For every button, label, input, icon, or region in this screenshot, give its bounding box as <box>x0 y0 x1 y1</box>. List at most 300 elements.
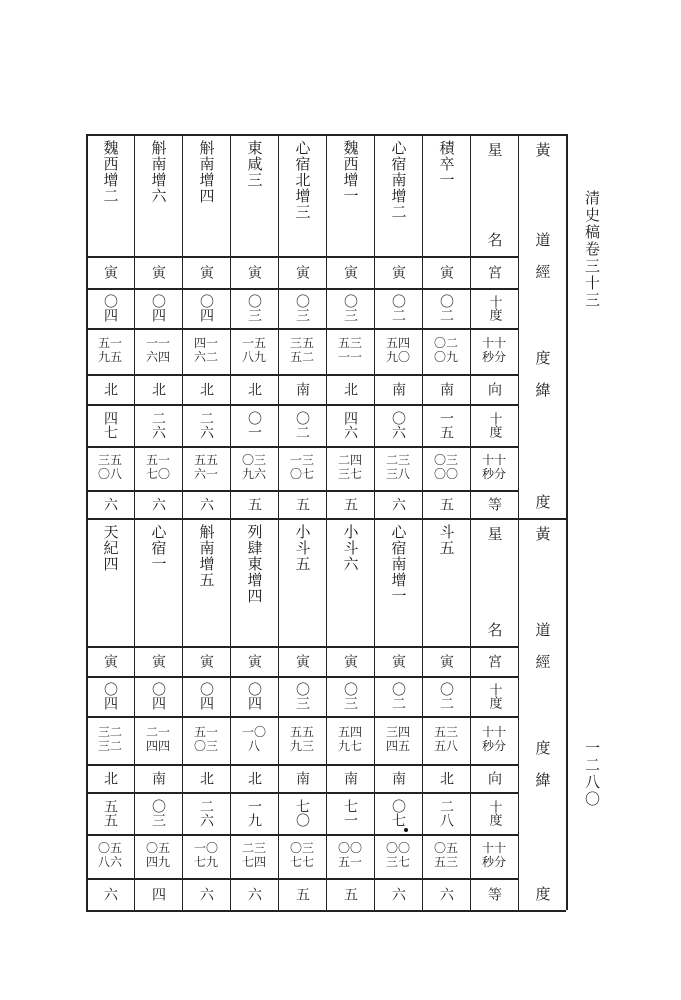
lower_table-gong-text: 寅 <box>294 654 310 668</box>
lower_table-lat-dir-text: 北 <box>102 771 118 785</box>
upper_table-hdr-wei: 緯 <box>533 382 552 398</box>
lower_table-lon-deg <box>230 676 278 716</box>
upper_table-lon-min-sec-top: 一一 <box>145 336 170 351</box>
upper_table-gong-text: 寅 <box>438 265 454 279</box>
upper_table-lat-dir-text: 南 <box>438 382 454 396</box>
lower_table-magnitude <box>230 878 278 910</box>
upper_table-lat-dir-text: 北 <box>150 382 166 396</box>
upper_table-lat-dir-text: 北 <box>342 382 358 396</box>
upper_table-hdr-min-sec <box>470 328 518 374</box>
page-number: 一二八〇 <box>583 740 601 808</box>
lower_table-hdr-dao: 道 <box>533 622 552 638</box>
lower_table-magnitude <box>278 878 326 910</box>
upper_table-lat-deg <box>422 404 470 446</box>
upper_table-lat-min-sec-bottom: 七〇 <box>145 467 170 481</box>
upper_table-magnitude-text: 五 <box>246 497 262 511</box>
upper_table-magnitude-text: 六 <box>198 497 214 511</box>
lower_table-lon-deg-text: 〇四 <box>198 682 214 710</box>
lower_table-star-name-text: 列肆東增四 <box>245 524 264 604</box>
upper_table-lat-min-sec <box>374 446 422 490</box>
lower_table-star-name <box>326 518 374 646</box>
lower_table-lon-min-sec <box>182 716 230 764</box>
upper_table-lat-dir <box>374 374 422 404</box>
upper_table-lat-min-sec <box>86 446 134 490</box>
upper_table-hdr-lat-deg <box>470 404 518 446</box>
lower_table-lat-min-sec-bottom: 七四 <box>241 855 266 869</box>
lower_table-lat-min-sec-top: 二三 <box>241 841 266 856</box>
lower_table-gong-text: 寅 <box>438 654 454 668</box>
upper_table-gong <box>374 256 422 288</box>
upper_table-lat-min-sec-top: 五五 <box>193 453 218 468</box>
upper_table-hdr-deg-text: 十度 <box>486 295 502 321</box>
upper_table-lat-min-sec-top: 五一 <box>145 453 170 468</box>
upper_table-lat-min-sec-bottom: 〇七 <box>289 467 314 481</box>
lower_table-lat-min-sec-top: 〇〇 <box>337 841 362 856</box>
upper_table-hdr-ming: 名 <box>485 232 504 248</box>
upper_table-lon-deg <box>374 288 422 328</box>
upper_table-lon-min-sec-top: 五四 <box>385 336 410 351</box>
upper_table-hdr-xing: 星 <box>485 142 504 158</box>
upper_table-hdr-lat-min-sec <box>470 446 518 490</box>
lower_table-lat-deg-text: 五五 <box>102 799 118 827</box>
table-right-rule <box>566 134 568 910</box>
lower_table-lon-deg-text: 〇三 <box>342 682 358 710</box>
lower_table-lon-min-sec-bottom: 四五 <box>385 739 410 753</box>
lower_table-gong-text: 寅 <box>390 654 406 668</box>
upper_table-lat-deg-text: 〇一 <box>246 411 262 439</box>
lower_table-hdr-min-sec <box>470 716 518 764</box>
lower_table-lon-deg <box>374 676 422 716</box>
upper_table-lat-min-sec <box>182 446 230 490</box>
lower_table-lat-deg-text: 二六 <box>198 799 214 827</box>
lower_table-hdr-xing: 星 <box>485 526 504 542</box>
upper_table-star-name-text: 東咸三 <box>245 140 264 188</box>
lower_table-lat-dir-text: 南 <box>342 771 358 785</box>
lower_table-lat-deg-text: 〇三 <box>150 799 166 827</box>
upper_table-lon-min-sec <box>230 328 278 374</box>
lower_table-hdr-wei-du: 度 <box>533 886 552 902</box>
upper_table-gong <box>278 256 326 288</box>
lower_table-gong <box>134 646 182 676</box>
lower_table-lat-min-sec-bottom: 七九 <box>193 855 218 869</box>
lower_table-lon-min-sec-bottom: 〇三 <box>193 739 218 753</box>
lower_table-lat-min-sec-top: 〇三 <box>289 841 314 856</box>
lower_table-hdr-ming: 名 <box>485 622 504 638</box>
upper_table-lat-dir <box>230 374 278 404</box>
lower_table-lat-min-sec-top: 〇〇 <box>385 841 410 856</box>
upper_table-lat-deg-text: 〇二 <box>294 411 310 439</box>
lower_table-star-name <box>134 518 182 646</box>
lower_table-lat-deg-text: 〇七 <box>390 799 406 827</box>
upper_table-lat-deg <box>230 404 278 446</box>
upper_table-magnitude <box>422 490 470 518</box>
upper_table-lon-deg <box>326 288 374 328</box>
lower_table-lat-dir <box>86 764 134 792</box>
upper_table-lon-deg-text: 〇三 <box>342 294 358 322</box>
lower_table-gong <box>278 646 326 676</box>
lower_table-lat-min-sec <box>374 834 422 878</box>
upper_table-lat-deg-text: 四七 <box>102 411 118 439</box>
lower_table-lon-deg-text: 〇四 <box>246 682 262 710</box>
upper_table-magnitude <box>374 490 422 518</box>
lower_table-star-name <box>86 518 134 646</box>
lower_table-hdr-dir <box>470 764 518 792</box>
upper_table-hdr-gong <box>470 256 518 288</box>
lower_table-hdr-min-sec-bottom: 秒分 <box>481 739 506 753</box>
upper_table-lon-min-sec-bottom: 八九 <box>241 350 266 364</box>
lower_table-lon-min-sec-bottom: 九三 <box>289 739 314 753</box>
upper_table-hdr-mag <box>470 490 518 518</box>
lower_table-lat-min-sec-bottom: 五一 <box>337 855 362 869</box>
lower_table-lat-min-sec <box>134 834 182 878</box>
upper_table-gong <box>326 256 374 288</box>
upper_table-hdr-deg <box>470 288 518 328</box>
lower_table-lat-dir-text: 南 <box>294 771 310 785</box>
lower_table-star-name <box>374 518 422 646</box>
upper_table-magnitude-text: 五 <box>438 497 454 511</box>
lower_table-lon-min-sec <box>422 716 470 764</box>
lower_table-lon-min-sec-top: 一〇 <box>241 725 266 740</box>
upper_table-lon-deg <box>134 288 182 328</box>
lower_table-hdr-huang: 黃 <box>533 526 552 542</box>
lower_table-gong-text: 寅 <box>102 654 118 668</box>
lower_table-lat-deg <box>86 792 134 834</box>
lower_table-hdr-min-sec-top: 十十 <box>481 725 506 740</box>
upper_table-lon-min-sec-top: 三五 <box>289 336 314 351</box>
upper_table-lat-min-sec-top: 二四 <box>337 453 362 468</box>
lower_table-magnitude-text: 六 <box>438 887 454 901</box>
lower_table-lat-dir <box>182 764 230 792</box>
lower_table-star-name-text: 天紀四 <box>101 524 120 572</box>
upper_table-magnitude-text: 六 <box>390 497 406 511</box>
upper_table-star-name-text: 斛南增四 <box>197 140 216 204</box>
upper_table-magnitude-text: 五 <box>294 497 310 511</box>
lower_table-lon-deg-text: 〇四 <box>150 682 166 710</box>
upper_table-lon-min-sec-top: 一五 <box>241 336 266 351</box>
lower_table-lon-min-sec <box>134 716 182 764</box>
upper_table-lon-deg <box>182 288 230 328</box>
upper_table-lat-min-sec-top: 〇三 <box>241 453 266 468</box>
upper_table-gong-text: 寅 <box>294 265 310 279</box>
lower_table-lon-deg <box>326 676 374 716</box>
lower_table-lon-deg <box>134 676 182 716</box>
upper_table-lon-min-sec <box>134 328 182 374</box>
upper_table-lat-min-sec-bottom: 九六 <box>241 467 266 481</box>
upper_table-magnitude <box>134 490 182 518</box>
lower_table-star-name-text: 小斗六 <box>341 524 360 572</box>
upper_table-star-name-text: 心宿北增三 <box>293 140 312 220</box>
upper_table-lat-min-sec-bottom: 三七 <box>337 467 362 481</box>
upper_table-star-name-text: 積卒一 <box>437 140 456 188</box>
upper_table-lon-min-sec <box>86 328 134 374</box>
lower_table-lat-min-sec <box>230 834 278 878</box>
lower_table-lat-dir-text: 北 <box>198 771 214 785</box>
lower_table-gong <box>422 646 470 676</box>
lower_table-gong <box>374 646 422 676</box>
lower_table-lon-min-sec-top: 二一 <box>145 725 170 740</box>
lower_table-star-name <box>422 518 470 646</box>
upper_table-star-name <box>230 134 278 256</box>
upper_table-hdr-lat-deg-text: 十度 <box>486 412 502 438</box>
upper_table-lon-min-sec-top: 五一 <box>97 336 122 351</box>
upper_table-magnitude <box>230 490 278 518</box>
upper_table-star-name-text: 心宿南增二 <box>389 140 408 220</box>
lower_table-magnitude-text: 四 <box>150 887 166 901</box>
lower_table-hdr-jing: 經 <box>533 654 552 670</box>
lower_table-lon-min-sec-bottom: 八 <box>247 739 260 753</box>
lower_table-lat-deg <box>278 792 326 834</box>
upper_table-magnitude <box>278 490 326 518</box>
upper_table-lon-min-sec <box>374 328 422 374</box>
lower_table-star-name-text: 小斗五 <box>293 524 312 572</box>
upper_table-lat-min-sec-bottom: 〇八 <box>97 467 122 481</box>
lower_table-lat-min-sec <box>326 834 374 878</box>
lower_table-hdr-deg-text: 十度 <box>486 683 502 709</box>
lower_table-magnitude-text: 六 <box>102 887 118 901</box>
lower_table-hdr-weidu <box>518 764 566 910</box>
upper_table-lat-min-sec-top: 〇三 <box>433 453 458 468</box>
lower_table-lon-deg <box>182 676 230 716</box>
lower_table-gong <box>230 646 278 676</box>
upper_table-lat-min-sec-top: 一三 <box>289 453 314 468</box>
upper_table-lon-deg-text: 〇三 <box>294 294 310 322</box>
lower_table-lat-min-sec-top: 〇五 <box>97 841 122 856</box>
lower_table-magnitude <box>86 878 134 910</box>
lower_table-hdr-wei: 緯 <box>533 772 552 788</box>
upper_table-hdr-huangdao <box>518 134 566 256</box>
upper_table-lon-min-sec-bottom: 〇九 <box>433 350 458 364</box>
upper_table-hdr-lat-min-sec-bottom: 秒分 <box>481 467 506 481</box>
upper_table-lon-min-sec-top: 四一 <box>193 336 218 351</box>
lower_table-lat-deg <box>326 792 374 834</box>
lower_table-hdr-gong-text: 宮 <box>486 654 502 668</box>
lower_table-lat-min-sec-bottom: 八六 <box>97 855 122 869</box>
upper_table-lon-min-sec-bottom: 五二 <box>289 350 314 364</box>
lower_table-lon-min-sec-top: 三二 <box>97 725 122 740</box>
lower_table-lat-min-sec-bottom: 四九 <box>145 855 170 869</box>
lower_table-magnitude-text: 六 <box>246 887 262 901</box>
upper_table-lat-deg <box>134 404 182 446</box>
lower_table-lat-dir <box>326 764 374 792</box>
lower_table-lon-deg-text: 〇二 <box>390 682 406 710</box>
upper_table-lon-min-sec <box>422 328 470 374</box>
lower_table-lat-dir <box>230 764 278 792</box>
upper_table-lat-min-sec-bottom: 六一 <box>193 467 218 481</box>
upper_table-lat-dir-text: 北 <box>198 382 214 396</box>
upper_table-lat-deg-text: 一五 <box>438 411 454 439</box>
upper_table-lat-min-sec <box>326 446 374 490</box>
lower_table-gong-text: 寅 <box>246 654 262 668</box>
upper_table-gong <box>86 256 134 288</box>
upper_table-star-name <box>374 134 422 256</box>
lower_table-lon-min-sec-top: 三四 <box>385 725 410 740</box>
upper_table-lat-dir <box>86 374 134 404</box>
upper_table-hdr-jingdu <box>518 256 566 374</box>
upper_table-star-name <box>326 134 374 256</box>
upper_table-lat-dir <box>182 374 230 404</box>
lower_table-hdr-dir-text: 向 <box>486 771 502 785</box>
upper_table-hdr-dir <box>470 374 518 404</box>
upper_table-lat-min-sec-bottom: 三八 <box>385 467 410 481</box>
upper_table-lon-deg <box>422 288 470 328</box>
upper_table-gong-text: 寅 <box>390 265 406 279</box>
upper_table-gong <box>134 256 182 288</box>
lower_table-lat-dir-text: 北 <box>438 771 454 785</box>
lower_table-lon-min-sec-top: 五一 <box>193 725 218 740</box>
lower_table-magnitude-text: 五 <box>342 887 358 901</box>
lower_table-star-name-text: 斛南增五 <box>197 524 216 588</box>
lower_table-hdr-jingdu <box>518 646 566 764</box>
upper_table-hdr-min-sec-bottom: 秒分 <box>481 350 506 364</box>
upper_table-star-name-text: 魏西增一 <box>341 140 360 204</box>
lower_table-star-name <box>278 518 326 646</box>
lower_table-lon-min-sec-bottom: 三二 <box>97 739 122 753</box>
lower_table-star-name-text: 心宿一 <box>149 524 168 572</box>
table-bottom-rule <box>86 910 566 912</box>
lower_table-lat-deg <box>374 792 422 834</box>
upper_table-lat-dir <box>278 374 326 404</box>
upper_table-hdr-huang: 黃 <box>533 142 552 158</box>
lower_table-magnitude <box>134 878 182 910</box>
lower_table-lat-deg-text: 二八 <box>438 799 454 827</box>
upper_table-lat-deg <box>278 404 326 446</box>
upper_table-lon-deg-text: 〇四 <box>150 294 166 322</box>
lower_table-hdr-jing-du: 度 <box>533 740 552 756</box>
lower_table-lat-min-sec <box>278 834 326 878</box>
upper_table-hdr-lat-min-sec-top: 十十 <box>481 453 506 468</box>
upper_table-magnitude <box>326 490 374 518</box>
upper_table-gong-text: 寅 <box>342 265 358 279</box>
lower_table-lat-deg-text: 七〇 <box>294 799 310 827</box>
upper_table-hdr-star-name <box>470 134 518 256</box>
lower_table-lon-deg-text: 〇三 <box>294 682 310 710</box>
upper_table-magnitude-text: 六 <box>102 497 118 511</box>
upper_table-lat-min-sec-bottom: 〇〇 <box>433 467 458 481</box>
upper_table-lon-min-sec <box>182 328 230 374</box>
lower_table-hdr-mag-text: 等 <box>486 887 502 901</box>
lower_table-hdr-star-name <box>470 518 518 646</box>
upper_table-lat-deg-text: 二六 <box>198 411 214 439</box>
upper_table-lon-min-sec <box>278 328 326 374</box>
lower_table-lat-deg <box>134 792 182 834</box>
lower_table-hdr-lat-deg <box>470 792 518 834</box>
lower_table-lon-min-sec-top: 五五 <box>289 725 314 740</box>
lower_table-magnitude <box>182 878 230 910</box>
upper_table-lon-min-sec-bottom: 九五 <box>97 350 122 364</box>
lower_table-lat-min-sec <box>182 834 230 878</box>
upper_table-gong <box>422 256 470 288</box>
lower_table-hdr-lat-min-sec <box>470 834 518 878</box>
upper_table-magnitude <box>86 490 134 518</box>
lower_table-lon-min-sec-bottom: 四四 <box>145 739 170 753</box>
upper_table-lat-deg-text: 二六 <box>150 411 166 439</box>
upper_table-lat-deg <box>326 404 374 446</box>
lower_table-hdr-mag <box>470 878 518 910</box>
running-title: 清史稿卷三十三 <box>583 190 601 309</box>
lower_table-hdr-gong <box>470 646 518 676</box>
lower_table-star-name-text: 斗五 <box>437 524 456 556</box>
upper_table-hdr-dao: 道 <box>533 232 552 248</box>
upper_table-lat-deg <box>374 404 422 446</box>
upper_table-hdr-mag-text: 等 <box>486 497 502 511</box>
upper_table-lon-min-sec-bottom: 六二 <box>193 350 218 364</box>
upper_table-star-name-text: 魏西增二 <box>101 140 120 204</box>
lower_table-lat-dir <box>134 764 182 792</box>
upper_table-gong-text: 寅 <box>150 265 166 279</box>
lower_table-hdr-deg <box>470 676 518 716</box>
upper_table-lat-deg-text: 四六 <box>342 411 358 439</box>
lower_table-lat-min-sec-bottom: 五三 <box>433 855 458 869</box>
lower_table-lon-min-sec <box>326 716 374 764</box>
lower_table-lat-dir-text: 南 <box>390 771 406 785</box>
upper_table-lon-min-sec-bottom: 一一 <box>337 350 362 364</box>
upper_table-star-name-text: 斛南增六 <box>149 140 168 204</box>
upper_table-lat-min-sec <box>278 446 326 490</box>
upper_table-lat-min-sec-top: 二三 <box>385 453 410 468</box>
lower_table-lat-dir <box>422 764 470 792</box>
upper_table-magnitude <box>182 490 230 518</box>
upper_table-lat-min-sec <box>422 446 470 490</box>
lower_table-lon-deg <box>278 676 326 716</box>
upper_table-hdr-min-sec-top: 十十 <box>481 336 506 351</box>
lower_table-magnitude <box>422 878 470 910</box>
upper_table-lat-min-sec <box>134 446 182 490</box>
lower_table-star-name <box>182 518 230 646</box>
lower_table-lon-deg-text: 〇四 <box>102 682 118 710</box>
upper_table-lon-deg <box>86 288 134 328</box>
upper_table-lon-deg-text: 〇四 <box>102 294 118 322</box>
lower_table-lat-min-sec-top: 一〇 <box>193 841 218 856</box>
upper_table-lat-dir-text: 南 <box>390 382 406 396</box>
upper_table-lat-dir-text: 南 <box>294 382 310 396</box>
upper_table-hdr-jing: 經 <box>533 264 552 280</box>
lower_table-lon-min-sec <box>278 716 326 764</box>
lower_table-lat-deg-text: 一九 <box>246 799 262 827</box>
ink-dot <box>404 828 408 832</box>
upper_table-lat-dir-text: 北 <box>246 382 262 396</box>
upper_table-lon-min-sec-bottom: 六四 <box>145 350 170 364</box>
lower_table-lon-min-sec-top: 五四 <box>337 725 362 740</box>
upper_table-star-name <box>182 134 230 256</box>
upper_table-hdr-jing-du: 度 <box>533 350 552 366</box>
lower_table-lat-dir <box>278 764 326 792</box>
lower_table-lon-deg-text: 〇二 <box>438 682 454 710</box>
upper_table-lon-deg-text: 〇三 <box>246 294 262 322</box>
lower_table-magnitude-text: 六 <box>198 887 214 901</box>
upper_table-lat-deg <box>86 404 134 446</box>
upper_table-gong <box>230 256 278 288</box>
lower_table-gong-text: 寅 <box>198 654 214 668</box>
lower_table-lon-min-sec <box>374 716 422 764</box>
lower_table-lon-deg <box>86 676 134 716</box>
upper_table-star-name <box>86 134 134 256</box>
lower_table-lat-deg-text: 七一 <box>342 799 358 827</box>
lower_table-lat-min-sec-bottom: 三七 <box>385 855 410 869</box>
upper_table-magnitude-text: 五 <box>342 497 358 511</box>
upper_table-gong-text: 寅 <box>246 265 262 279</box>
lower_table-lat-min-sec <box>422 834 470 878</box>
upper_table-gong <box>182 256 230 288</box>
lower_table-hdr-lat-min-sec-top: 十十 <box>481 841 506 856</box>
upper_table-lat-min-sec-top: 三五 <box>97 453 122 468</box>
lower_table-lat-dir-text: 北 <box>246 771 262 785</box>
lower_table-lat-dir <box>374 764 422 792</box>
lower_table-lat-dir-text: 南 <box>150 771 166 785</box>
upper_table-lon-min-sec-bottom: 九〇 <box>385 350 410 364</box>
lower_table-magnitude-text: 五 <box>294 887 310 901</box>
upper_table-lon-deg <box>230 288 278 328</box>
upper_table-lon-deg-text: 〇四 <box>198 294 214 322</box>
